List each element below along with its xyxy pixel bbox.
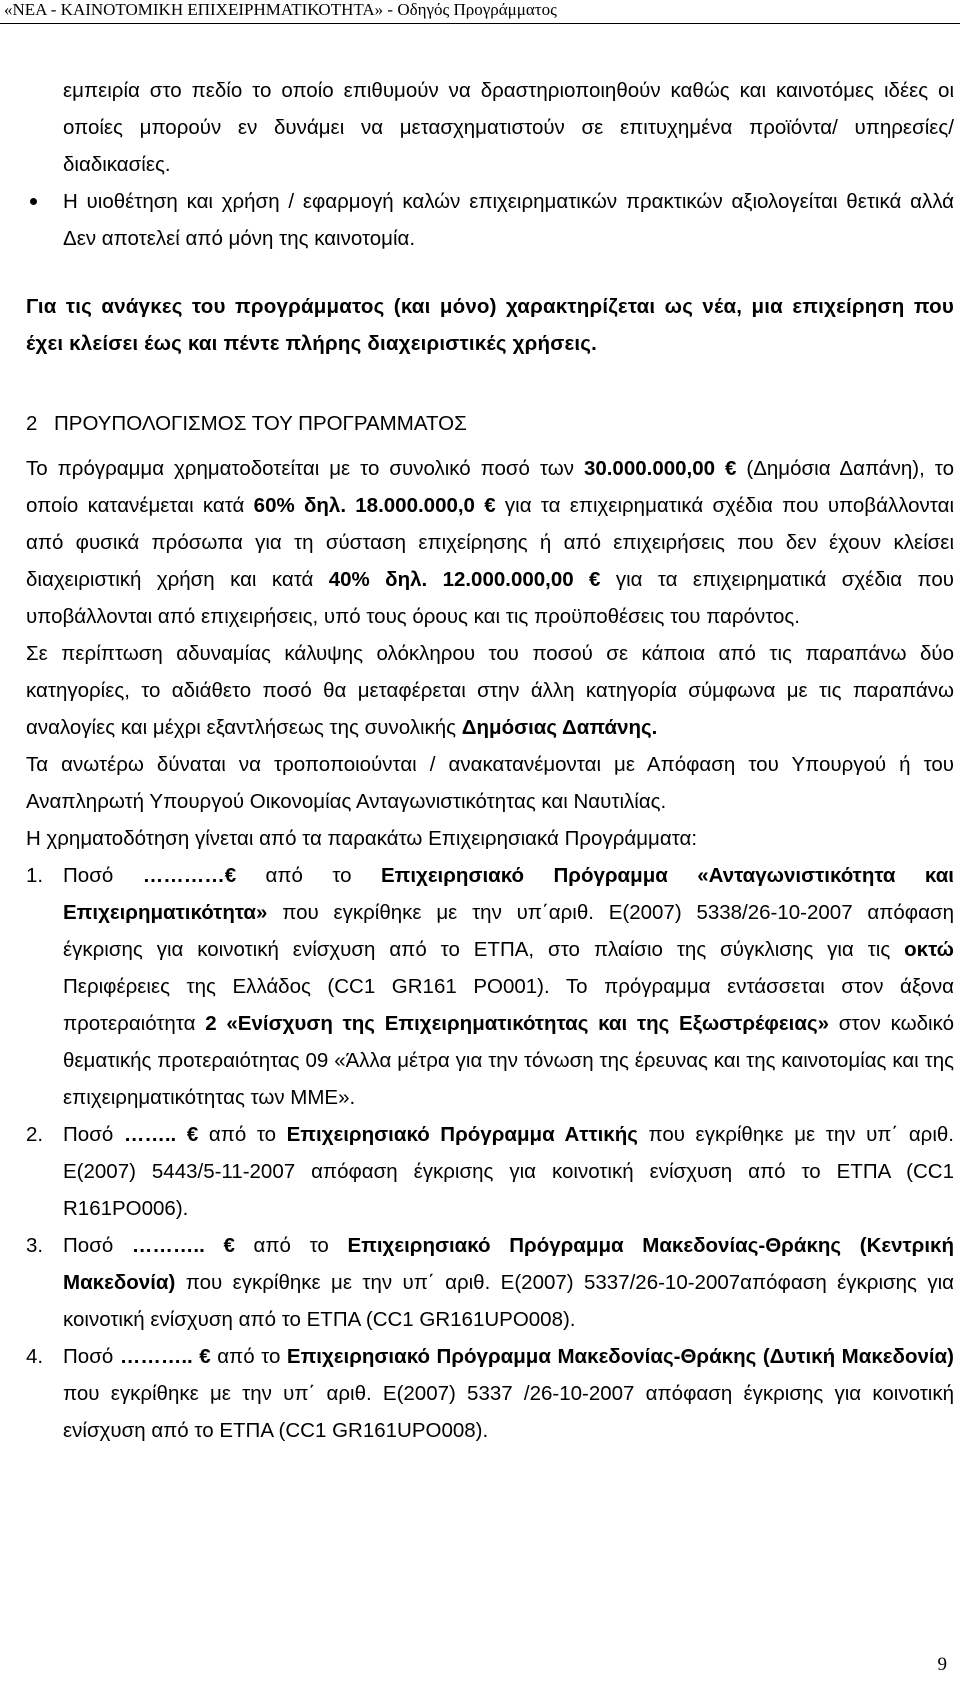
program-text: από το (198, 1123, 287, 1146)
program-text: από το (210, 1345, 287, 1368)
program-name: Επιχειρησιακό Πρόγραμμα «Ανταγωνιστικότητα και Επιχειρηματικότητα» (63, 864, 954, 924)
section-number: 2 (26, 412, 38, 435)
funding-intro: Η χρηματοδότηση γίνεται από τα παρακάτω Επιχειρησιακά Προγράμματα: (26, 827, 698, 850)
program-text: από το (236, 864, 381, 887)
budget-text-1: Το πρόγραμμα χρηματοδοτείται με το συνολικό ποσό των (26, 457, 584, 480)
budget-share-existing: 40% δηλ. 12.000.000,00 € (328, 568, 616, 591)
program-number: 1. (26, 864, 44, 887)
program-text: Ποσό (63, 1345, 120, 1368)
new-enterprise-definition: Για τις ανάγκες του προγράμματος (και μόνο) χαρακτηρίζεται ως νέα, μια επιχείρηση που έχει κλείσει έως και πέντε πλήρης διαχειριστικές χρήσεις. (26, 295, 954, 355)
program-amount: …………€ (142, 864, 237, 887)
program-text: στον κωδικό θεματικής προτεραιότητας 09 «Άλλα μέτρα για την τόνωση της έρευνας και της καινοτομίας και της επιχειρηματικότητας των ΜΜΕ». (63, 1012, 955, 1109)
budget-share-new: 60% δηλ. 18.000.000,0 € (253, 494, 505, 517)
bullet-item (26, 183, 954, 257)
running-header: «ΝΕΑ - ΚΑΙΝΟΤΟΜΙΚΗ ΕΠΙΧΕΙΡΗΜΑΤΙΚΟΤΗΤΑ» - Οδηγός Προγράμματος (4, 0, 557, 19)
document-body (26, 72, 954, 1449)
transfer-paragraph (26, 635, 954, 746)
budget-text-3: για τα επιχειρηματικά σχέδια που υποβάλλονται από φυσικά πρόσωπα για τη σύσταση επιχείρησης ή από επιχειρήσεις που δεν έχουν κλείσει διαχειριστική χρήση και κατά (26, 494, 955, 591)
program-text: που εγκρίθηκε με την υπ΄ αριθ. Ε(2007) 5443/5-11-2007 απόφαση έγκρισης για κοινοτική ενίσχυση από το ΕΤΠΑ (CC1 R161PO006). (63, 1123, 954, 1220)
section-title: ΠΡΟΥΠΟΛΟΓΙΣΜΟΣ ΤΟΥ ΠΡΟΓΡΑΜΜΑΤΟΣ (54, 412, 467, 435)
program-text: Ποσό (63, 1123, 124, 1146)
program-name: Επιχειρησιακό Πρόγραμμα Μακεδονίας-Θράκης (Κεντρική Μακεδονία) (63, 1234, 954, 1294)
page-number: 9 (937, 1654, 947, 1675)
program-bold: οκτώ (904, 938, 954, 961)
bullet-icon (30, 198, 37, 205)
budget-total: 30.000.000,00 € (583, 457, 747, 480)
program-name: Επιχειρησιακό Πρόγραμμα Μακεδονίας-Θράκης (Δυτική Μακεδονία) (286, 1345, 954, 1368)
bullet-text: Η υιοθέτηση και χρήση / εφαρμογή καλών επιχειρηματικών πρακτικών αξιολογείται θετικά αλλά Δεν αποτελεί από μόνη της καινοτομία. (63, 190, 954, 250)
program-number: 2. (26, 1123, 44, 1146)
modification-paragraph: Τα ανωτέρω δύναται να τροποποιούνται / ανακατανέμονται με Απόφαση του Υπουργού ή του Αναπληρωτή Υπουργού Οικονομίας Ανταγωνιστικότητας και Ναυτιλίας. (26, 753, 954, 813)
program-item (26, 1227, 954, 1338)
program-item (26, 1338, 954, 1449)
program-text: που εγκρίθηκε με την υπ΄ αριθ. Ε(2007) 5337/26-10-2007απόφαση έγκρισης για κοινοτική ενίσχυση από το ΕΤΠΑ (CC1 GR161UPO008). (63, 1271, 954, 1331)
bullet-list (26, 183, 954, 257)
program-text: από το (234, 1234, 348, 1257)
program-item (26, 1116, 954, 1227)
program-text: Ποσό (63, 864, 143, 887)
program-amount: ……….. € (119, 1345, 211, 1368)
program-text: Περιφέρειες της Ελλάδος (CC1 GR161 PO001). Το πρόγραμμα εντάσσεται στον άξονα προτεραιότητα (63, 975, 954, 1035)
program-number: 4. (26, 1345, 44, 1368)
budget-text-4: για τα επιχειρηματικά σχέδια που υποβάλλονται από επιχειρήσεις, υπό τους όρους και τις προϋποθέσεις του παρόντος. (26, 568, 954, 628)
program-text: Ποσό (63, 1234, 132, 1257)
program-amount: ……….. € (131, 1234, 235, 1257)
program-number: 3. (26, 1234, 44, 1257)
program-list (26, 857, 954, 1449)
bullet-continuation: εμπειρία στο πεδίο το οποίο επιθυμούν να δραστηριοποιηθούν καθώς και καινοτόμες ιδέες οι οποίες μπορούν εν δυνάμει να μετασχηματιστούν σε επιτυχημένα προϊόντα/ υπηρεσίες/διαδικασίες. (63, 79, 954, 176)
budget-paragraph (26, 450, 954, 635)
program-text: που εγκρίθηκε με την υπ΄αριθ. Ε(2007) 5338/26-10-2007 απόφαση έγκρισης για κοινοτική ενίσχυση από το ΕΤΠΑ, στο πλαίσιο της σύγκλισης για τις (63, 901, 954, 961)
transfer-bold: Δημόσιας Δαπάνης. (461, 716, 658, 739)
section-heading (26, 405, 954, 442)
program-axis: 2 «Ενίσχυση της Επιχειρηματικότητας και της Εξωστρέφειας» (205, 1012, 830, 1035)
program-item (26, 857, 954, 1116)
program-text: που εγκρίθηκε με την υπ΄ αριθ. Ε(2007) 5337 /26-10-2007 απόφαση έγκρισης για κοινοτική ενίσχυση από το ΕΤΠΑ (CC1 GR161UPO008). (63, 1382, 954, 1442)
program-amount: …….. € (123, 1123, 199, 1146)
transfer-text: Σε περίπτωση αδυναμίας κάλυψης ολόκληρου του ποσού σε κάποια από τις παραπάνω δύο κατηγορίες, το αδιάθετο ποσό θα μεταφέρεται στην άλλη κατηγορία σύμφωνα με τις παραπάνω αναλογίες και μέχρι εξαντλήσεως της συνολικής (26, 642, 954, 739)
header-rule (0, 23, 960, 24)
budget-text-2: (Δημόσια Δαπάνη), το οποίο κατανέμεται κατά (26, 457, 955, 517)
program-name: Επιχειρησιακό Πρόγραμμα Αττικής (286, 1123, 638, 1146)
